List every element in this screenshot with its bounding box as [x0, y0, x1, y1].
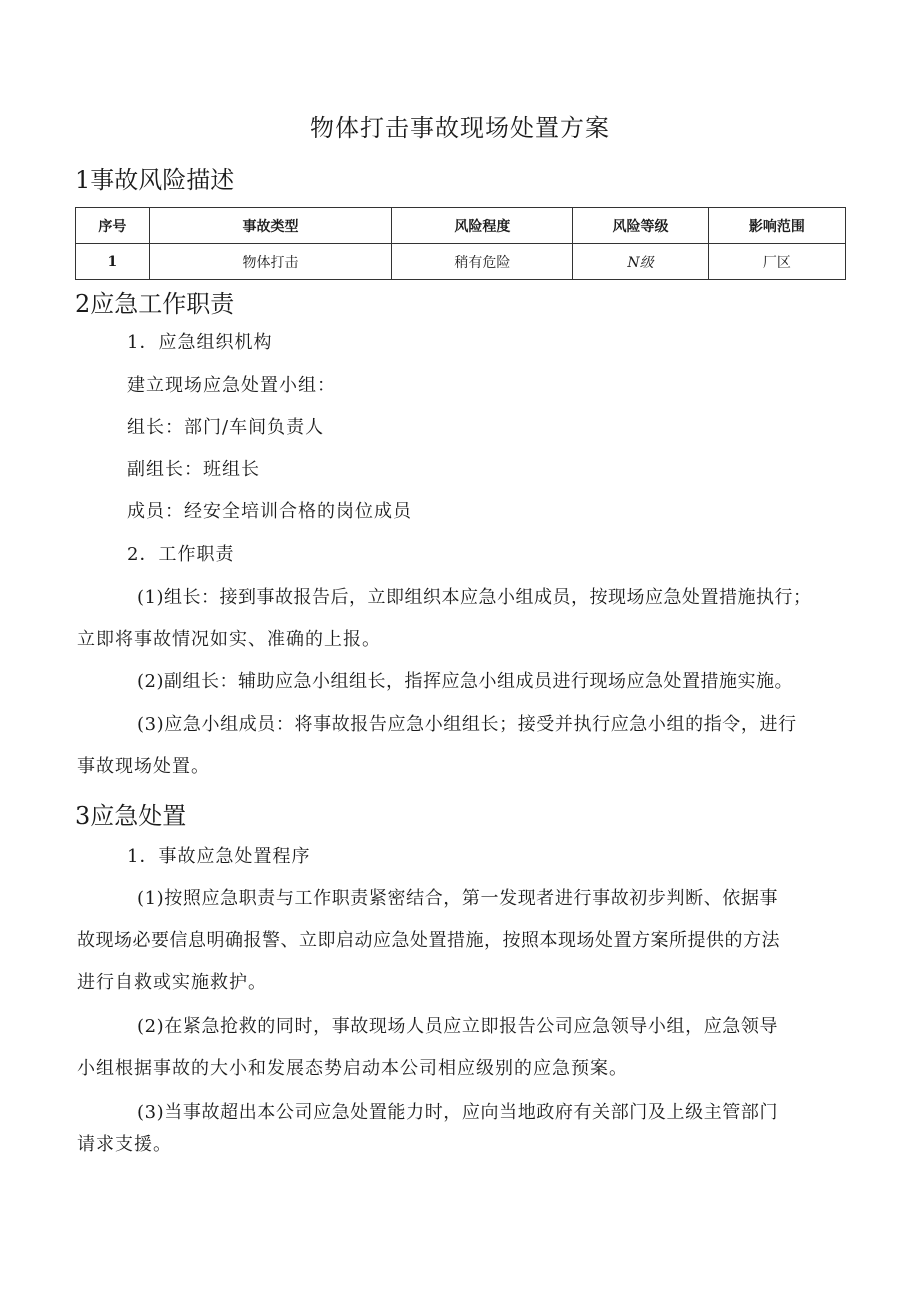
org-subheading: 1．应急组织机构	[127, 332, 273, 353]
duty-paragraph: (2)副组长：辅助应急小组组长，指挥应急小组成员进行现场应急处置措施实施。	[137, 671, 793, 692]
org-line: 副组长：班组长	[127, 459, 260, 480]
org-line: 组长：部门/车间负责人	[127, 417, 325, 438]
header-index: 序号	[76, 208, 150, 244]
header-accident-type: 事故类型	[149, 208, 392, 244]
procedure-paragraph: (3)当事故超出本公司应急处置能力时，应向当地政府有关部门及上级主管部门	[137, 1102, 779, 1123]
cell-risk-level: N级	[573, 244, 708, 280]
section-3-heading: 3应急处置	[75, 802, 187, 830]
cell-risk-degree: 稍有危险	[392, 244, 573, 280]
document-title: 物体打击事故现场处置方案	[310, 114, 610, 142]
table-row	[76, 244, 846, 280]
procedure-paragraph: 请求支援。	[77, 1134, 172, 1155]
header-risk-level: 风险等级	[573, 208, 708, 244]
risk-table	[75, 207, 846, 280]
table-header-row	[76, 208, 846, 244]
header-risk-degree: 风险程度	[392, 208, 573, 244]
procedure-paragraph: 故现场必要信息明确报警、立即启动应急处置措施，按照本现场处置方案所提供的方法	[77, 930, 780, 951]
header-impact-scope: 影响范围	[708, 208, 845, 244]
duty-paragraph: (1)组长：接到事故报告后，立即组织本应急小组成员，按现场应急处置措施执行；	[137, 587, 812, 608]
cell-impact-scope: 厂区	[708, 244, 845, 280]
cell-index: 1	[76, 244, 150, 280]
procedure-paragraph: (2)在紧急抢救的同时，事故现场人员应立即报告公司应急领导小组，应急领导	[137, 1016, 779, 1037]
duty-subheading: 2．工作职责	[127, 544, 235, 565]
org-line: 建立现场应急处置小组：	[127, 375, 336, 396]
section-1-heading: 1事故风险描述	[75, 166, 235, 194]
procedure-paragraph: 进行自救或实施救护。	[77, 972, 267, 993]
duty-paragraph: (3)应急小组成员：将事故报告应急小组组长；接受并执行应急小组的指令，进行	[137, 714, 797, 735]
procedure-paragraph: 小组根据事故的大小和发展态势启动本公司相应级别的应急预案。	[77, 1058, 628, 1079]
section-2-heading: 2应急工作职责	[75, 290, 235, 318]
procedure-subheading: 1．事故应急处置程序	[127, 846, 311, 867]
duty-paragraph: 事故现场处置。	[77, 756, 210, 777]
duty-paragraph: 立即将事故情况如实、准确的上报。	[77, 629, 381, 650]
org-line: 成员：经安全培训合格的岗位成员	[127, 501, 412, 522]
procedure-paragraph: (1)按照应急职责与工作职责紧密结合，第一发现者进行事故初步判断、依据事	[137, 888, 779, 909]
cell-accident-type: 物体打击	[149, 244, 392, 280]
